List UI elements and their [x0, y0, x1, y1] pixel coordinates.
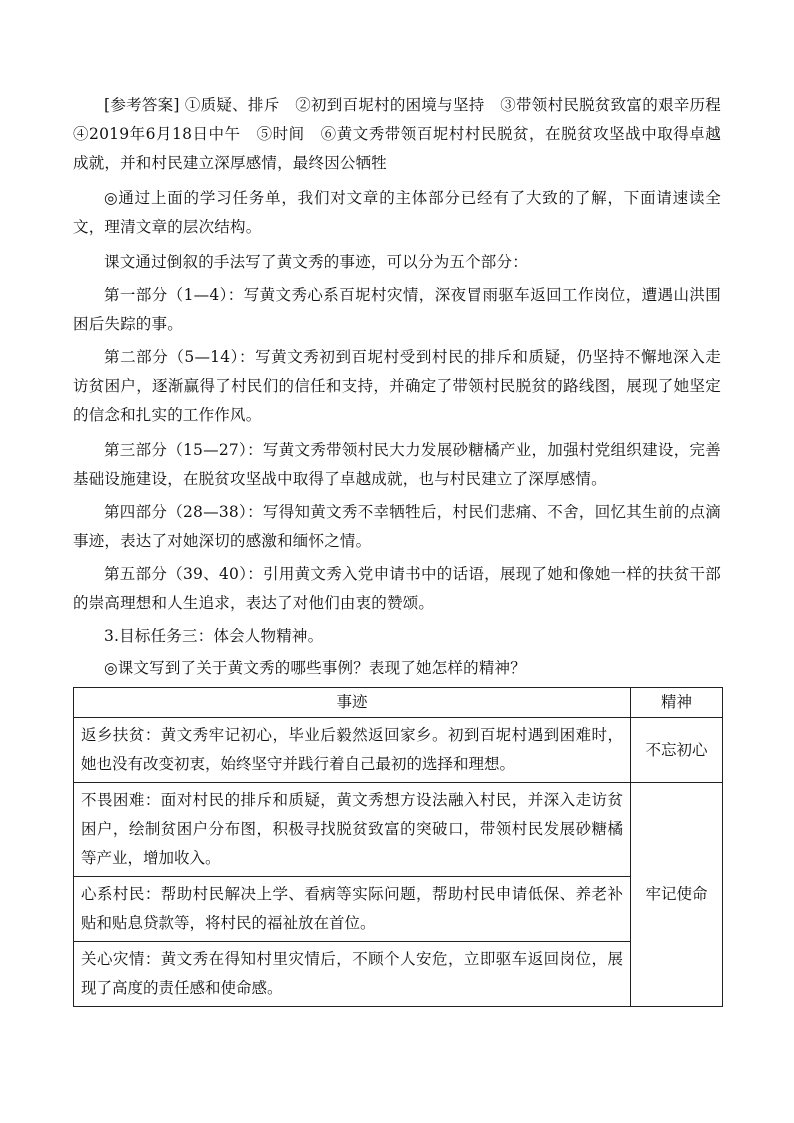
- part5-paragraph: 第五部分（39、40）：引用黄文秀入党申请书中的话语，展现了她和像她一样的扶贫干部的崇高理想和人生追求，表达了对他们由衷的赞颂。: [73, 565, 721, 612]
- table-row: [74, 942, 723, 1007]
- table-row: [74, 877, 723, 942]
- table-row: [74, 783, 723, 877]
- part4-paragraph: 第四部分（28—38）：写得知黄文秀不幸牺牲后，村民们悲痛、不舍，回忆其生前的点滴事迹，表达了对她深切的感激和缅怀之情。: [73, 503, 721, 550]
- table-header-row: [74, 688, 723, 718]
- answer-paragraph: [参考答案] ①质疑、排斥 ②初到百坭村的困境与坚持 ③带领村民脱贫致富的艰辛历程 ④2019年6月18日中午 ⑤时间 ⑥黄文秀带领百坭村村民脱贫，在脱贫攻坚战中取得卓越成就，并和村民建立深厚感情，最终因公牺牲: [73, 96, 737, 172]
- header-deeds: 事迹: [74, 688, 631, 718]
- spirit-cell: 牢记使命: [631, 783, 723, 1007]
- deeds-spirit-table: [73, 687, 723, 1007]
- part1-paragraph: 第一部分（1—4）：写黄文秀心系百坭村灾情，深夜冒雨驱车返回工作岗位，遭遇山洪围困后失踪的事。: [73, 286, 721, 333]
- deed-cell: 心系村民：帮助村民解决上学、看病等实际问题，帮助村民申请低保、养老补贴和贴息贷款等，将村民的福祉放在首位。: [74, 877, 631, 942]
- summary-paragraph: 课文通过倒叙的手法写了黄文秀的事迹，可以分为五个部分：: [104, 253, 528, 271]
- question-paragraph: ◎课文写到了关于黄文秀的哪些事例？表现了她怎样的精神？: [104, 659, 526, 677]
- part3-paragraph: 第三部分（15—27）：写黄文秀带领村民大力发展砂糖橘产业，加强村党组织建设，完善基础设施建设，在脱贫攻坚战中取得了卓越成就，也与村民建立了深厚感情。: [73, 441, 721, 488]
- task3-heading: 3.目标任务三：体会人物精神。: [104, 627, 324, 645]
- deed-cell: 返乡扶贫：黄文秀牢记初心，毕业后毅然返回家乡。初到百坭村遇到困难时，她也没有改变初衷，始终坚守并践行着自己最初的选择和理想。: [74, 718, 631, 783]
- deed-cell: 关心灾情：黄文秀在得知村里灾情后，不顾个人安危，立即驱车返回岗位，展现了高度的责任感和使命感。: [74, 942, 631, 1007]
- spirit-cell: 不忘初心: [631, 718, 723, 783]
- table-row: [74, 718, 723, 783]
- part2-paragraph: 第二部分（5—14）：写黄文秀初到百坭村受到村民的排斥和质疑，仍坚持不懈地深入走访贫困户，逐渐赢得了村民们的信任和支持，并确定了带领村民脱贫的路线图，展现了她坚定的信念和扎实的工作作风。: [73, 348, 721, 424]
- header-spirit: 精神: [631, 688, 723, 718]
- intro-paragraph: ◎通过上面的学习任务单，我们对文章的主体部分已经有了大致的了解，下面请速读全文，理清文章的层次结构。: [73, 189, 721, 236]
- deed-cell: 不畏困难：面对村民的排斥和质疑，黄文秀想方设法融入村民，并深入走访贫困户，绘制贫困户分布图，积极寻找脱贫致富的突破口，带领村民发展砂糖橘等产业，增加收入。: [74, 783, 631, 877]
